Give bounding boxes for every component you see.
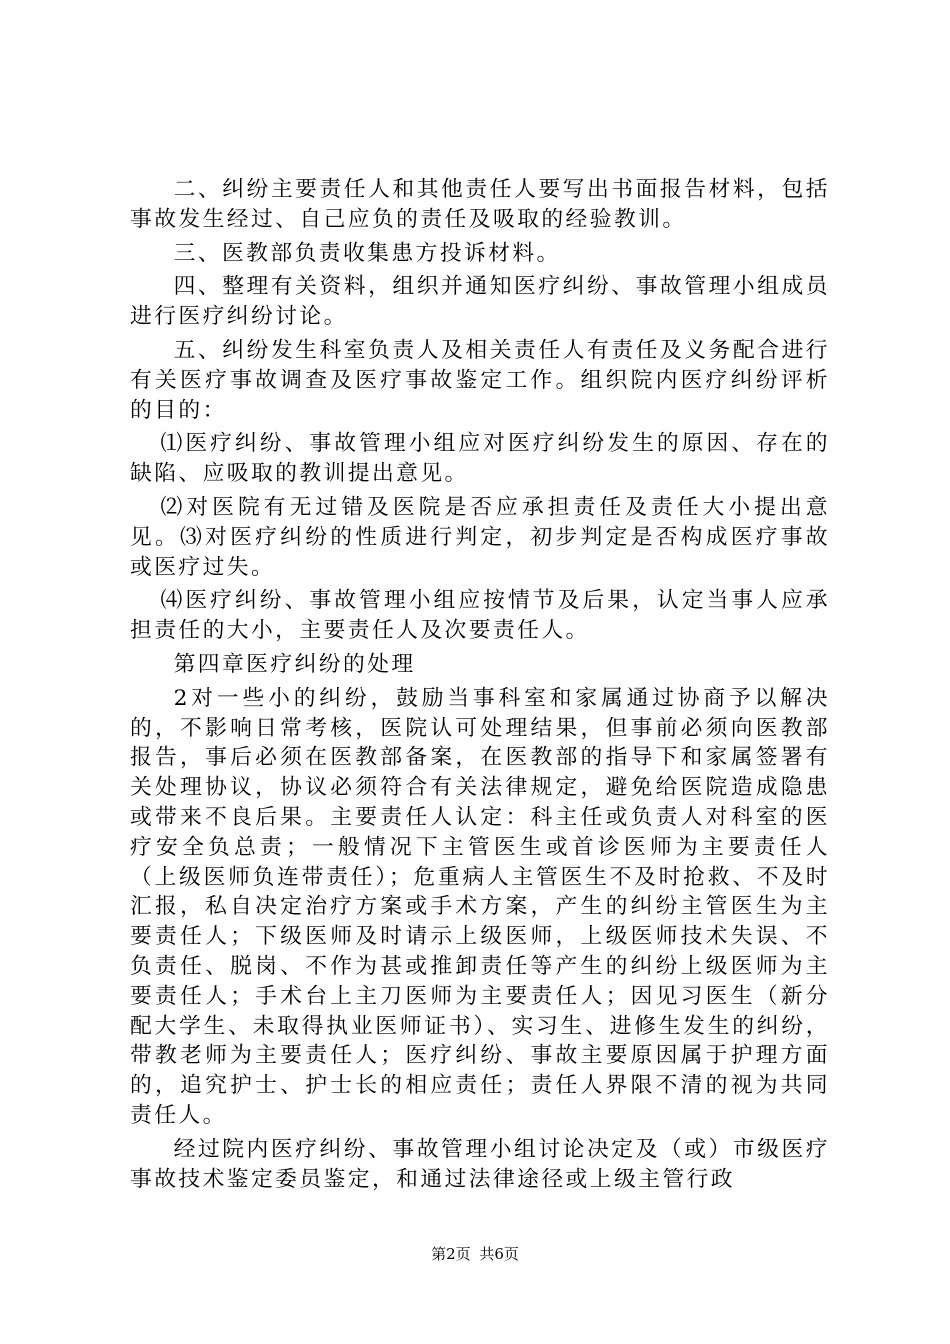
paragraph-item-2-3: ⑵对医院有无过错及医院是否应承担责任及责任大小提出意见。⑶对医疗纠纷的性质进行判定，初步判定是否构成医疗事故或医疗过失。 [130,494,830,580]
paragraph-complaint-materials: 三、医教部负责收集患方投诉材料。 [173,240,561,266]
paragraph-written-report: 二、纠纷主要责任人和其他责任人要写出书面报告材料，包括事故发生经过、自己应负的责任及吸取的经验教训。 [130,177,830,232]
page-number: 第2页 [431,1245,471,1263]
paragraph-cooperate-investigation: 五、纠纷发生科室负责人及相关责任人有责任及义务配合进行有关医疗事故调查及医疗事故鉴定工作。组织院内医疗纠纷评析的目的： [130,337,830,423]
chapter-heading: 第四章医疗纠纷的处理 [173,651,416,677]
paragraph-minor-disputes: 2对一些小的纠纷，鼓励当事科室和家属通过协商予以解决的，不影响日常考核，医院认可处理结果，但事前必须向医教部报告，事后必须在医教部备案，在医教部的指导下和家属签署有关处理协议，协议必须符合有关法律规定，避免给医院造成隐患或带来不良后果。主要责任人认定：科主任或负责人对科室的医疗安全负总责；一般情况下主管医生或首诊医师为主要责任人（上级医师负连带责任）；危重病人主管医生不及时抢救、不及时汇报，私自决定治疗方案或手术方案，产生的纠纷主管医生为主要责任人；下级医师及时请示上级医师，上级医师技术失误、不负责任、脱岗、不作为甚或推卸责任等产生的纠纷上级医师为主要责任人；手术台上主刀医师为主要责任人；因见习医生（新分配大学生、未取得执业医师证书）、实习生、进修生发生的纠纷，带教老师为主要责任人；医疗纠纷、事故主要原因属于护理方面的，追究护士、护士长的相应责任；责任人界限不清的视为共同责任人。 [130,685,830,1128]
page-footer [0,1244,950,1264]
document-body [130,175,830,1198]
paragraph-item-1: ⑴医疗纠纷、事故管理小组应对医疗纠纷发生的原因、存在的缺陷、应吸取的教训提出意见。 [130,431,830,487]
paragraph-after-discussion: 经过院内医疗纠纷、事故管理小组讨论决定及（或）市级医疗事故技术鉴定委员鉴定，和通过法律途径或上级主管行政 [130,1136,830,1192]
page-total: 共6页 [479,1245,519,1263]
paragraph-item-4: ⑷医疗纠纷、事故管理小组应按情节及后果，认定当事人应承担责任的大小，主要责任人及次要责任人。 [130,588,830,644]
paragraph-organize-discussion: 四、整理有关资料，组织并通知医疗纠纷、事故管理小组成员进行医疗纠纷讨论。 [130,274,830,330]
